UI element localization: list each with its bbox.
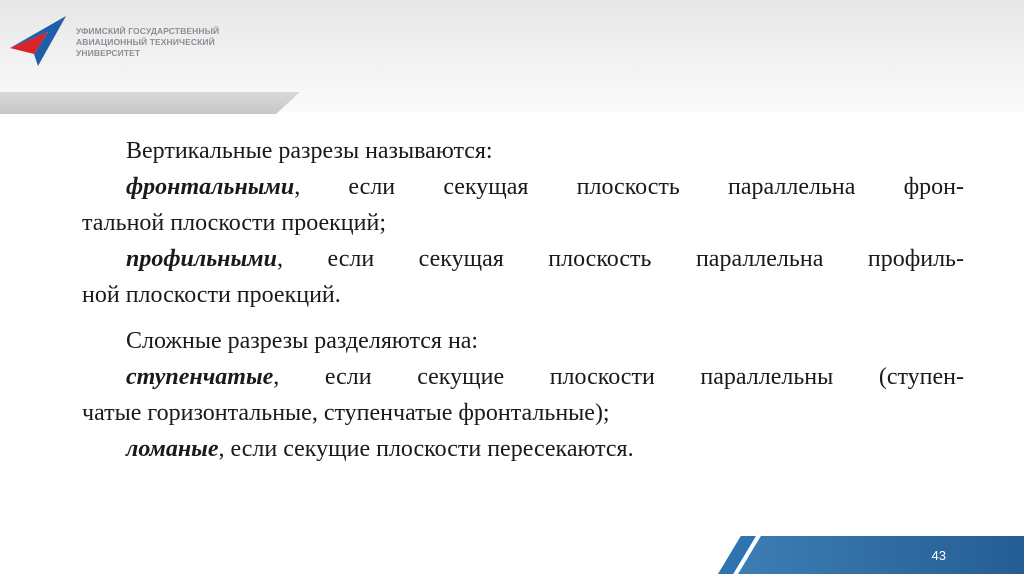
university-name-line: УНИВЕРСИТЕТ xyxy=(76,48,141,58)
broken-text: , если секущие плоскости пересекаются. xyxy=(218,436,634,462)
stepped-definition-continuation: чатые горизонтальные, ступенчатые фронтальные); xyxy=(82,400,610,426)
spacer xyxy=(82,313,964,323)
stepped-term: ступенчатые xyxy=(126,364,274,390)
slide-body xyxy=(82,133,964,467)
page-number: 43 xyxy=(931,548,946,563)
stepped-text: , если секущие плоскости параллельны (ступен- xyxy=(273,364,964,390)
university-name-line: АВИАЦИОННЫЙ ТЕХНИЧЕСКИЙ xyxy=(76,37,215,47)
footer-bar xyxy=(738,536,1024,574)
profile-definition-continuation: ной плоскости проекций. xyxy=(82,282,341,308)
broken-term: ломаные xyxy=(126,436,219,462)
university-name xyxy=(76,26,266,59)
frontal-definition-line xyxy=(82,169,964,205)
frontal-text: , если секущая плоскость параллельна фрон- xyxy=(294,174,964,200)
complex-sections-intro: Сложные разрезы разделяются на: xyxy=(126,328,479,354)
frontal-term: фронтальными xyxy=(126,174,295,200)
university-name-line: УФИМСКИЙ ГОСУДАРСТВЕННЫЙ xyxy=(76,26,220,36)
profile-text: , если секущая плоскость параллельна профиль- xyxy=(276,246,964,272)
university-logo-icon xyxy=(8,12,70,68)
stepped-definition-line xyxy=(82,359,964,395)
profile-term: профильными xyxy=(126,246,277,272)
profile-definition-line xyxy=(82,241,964,277)
header-shadow xyxy=(0,92,300,114)
frontal-definition-continuation: тальной плоскости проекций; xyxy=(82,210,386,236)
vertical-sections-intro: Вертикальные разрезы называются: xyxy=(126,138,493,164)
broken-definition-line xyxy=(82,431,964,467)
